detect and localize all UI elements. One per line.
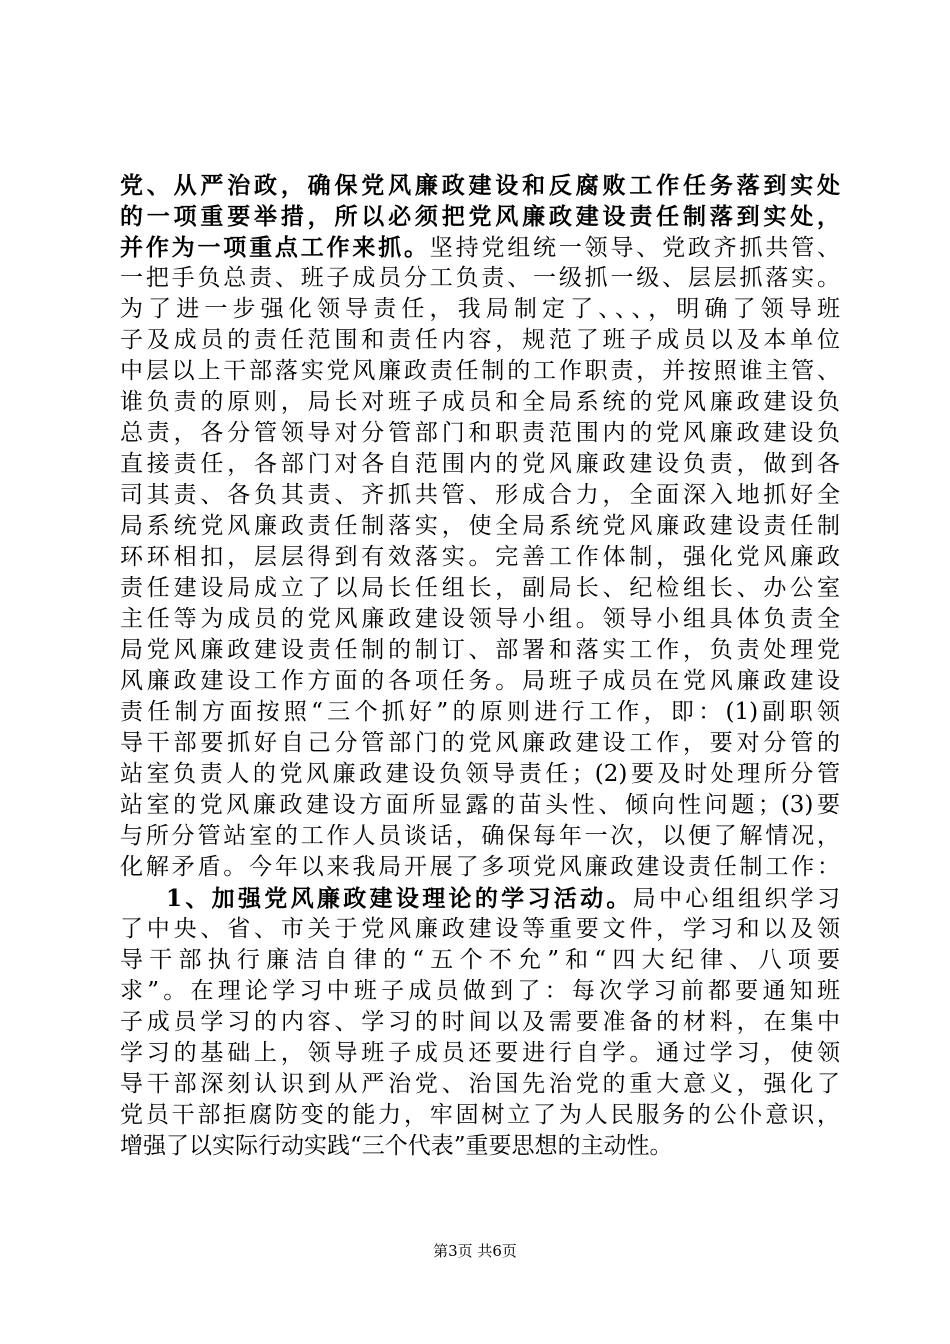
- paragraph-line: 责任制方面按照“三个抓好”的原则进行工作，即：(1)副职领: [120, 699, 840, 725]
- paragraph-line: 风廉政建设工作方面的各项任务。局班子成员在党风廉政建设: [120, 668, 840, 694]
- page-number-footer: 第3页 共6页: [433, 1242, 517, 1260]
- paragraph-line: 导干部要抓好自己分管部门的党风廉政建设工作，要对分管的: [120, 730, 840, 756]
- paragraph-line: 站室负责人的党风廉政建设负领导责任；(2)要及时处理所分管: [120, 761, 840, 787]
- paragraph-line: 一把手负总责、班子成员分工负责、一级抓一级、层层抓落实。: [120, 265, 840, 291]
- paragraph-line: 局系统党风廉政责任制落实，使全局系统党风廉政建设责任制: [120, 513, 840, 539]
- paragraph-line: 了中央、省、市关于党风廉政建设等重要文件，学习和以及领: [120, 916, 840, 942]
- section-heading: 1、加强党风廉政建设理论的学习活动。: [166, 885, 633, 912]
- regular-text: 坚持党组统一领导、党政齐抓共管、: [429, 235, 840, 261]
- paragraph-line: 增强了以实际行动实践“三个代表”重要思想的主动性。: [120, 1133, 673, 1159]
- paragraph-line: 子及成员的责任范围和责任内容，规范了班子成员以及本单位: [120, 327, 840, 353]
- paragraph-line: 主任等为成员的党风廉政建设领导小组。领导小组具体负责全: [120, 606, 840, 632]
- regular-text: 局中心组组织学习: [632, 886, 840, 912]
- paragraph-line: 党员干部拒腐防变的能力，牢固树立了为人民服务的公仆意识，: [120, 1102, 840, 1128]
- section-heading-line: [120, 883, 840, 914]
- paragraph-line: 司其责、各负其责、齐抓共管、形成合力，全面深入地抓好全: [120, 482, 840, 508]
- paragraph-line: 为了进一步强化领导责任，我局制定了、、、，明确了领导班: [120, 296, 840, 322]
- paragraph-line: 环环相扣，层层得到有效落实。完善工作体制，强化党风廉政: [120, 544, 840, 570]
- paragraph-line: 总责，各分管领导对分管部门和职责范围内的党风廉政建设负: [120, 420, 840, 446]
- paragraph-line: 导干部执行廉洁自律的“五个不允”和“四大纪律、八项要: [120, 947, 840, 973]
- paragraph-line: 子成员学习的内容、学习的时间以及需要准备的材料，在集中: [120, 1009, 840, 1035]
- paragraph-line: 化解矛盾。今年以来我局开展了多项党风廉政建设责任制工作：: [120, 854, 840, 880]
- paragraph-line: 谁负责的原则，局长对班子成员和全局系统的党风廉政建设负: [120, 389, 840, 415]
- paragraph-line: 责任建设局成立了以局长任组长，副局长、纪检组长、办公室: [120, 575, 840, 601]
- paragraph-line: 局党风廉政建设责任制的制订、部署和落实工作，负责处理党: [120, 637, 840, 663]
- paragraph-line: 导干部深刻认识到从严治党、治国先治党的重大意义，强化了: [120, 1071, 840, 1097]
- paragraph-line: 党、从严治政，确保党风廉政建设和反腐败工作任务落到实处: [120, 172, 840, 199]
- paragraph-line: 站室的党风廉政建设方面所显露的苗头性、倾向性问题；(3)要: [120, 792, 840, 818]
- paragraph-line: 的一项重要举措，所以必须把党风廉政建设责任制落到实处，: [120, 203, 840, 230]
- paragraph-line: 与所分管站室的工作人员谈话，确保每年一次，以便了解情况，: [120, 823, 840, 849]
- paragraph-line: 学习的基础上，领导班子成员还要进行自学。通过学习，使领: [120, 1040, 840, 1066]
- document-body: [120, 170, 840, 1162]
- paragraph-line: 直接责任，各部门对各自范围内的党风廉政建设负责，做到各: [120, 451, 840, 477]
- paragraph-line: 中层以上干部落实党风廉政责任制的工作职责，并按照谁主管、: [120, 358, 840, 384]
- paragraph-line: [120, 232, 840, 263]
- bold-text: 并作为一项重点工作来抓。: [120, 234, 430, 261]
- paragraph-line: 求”。在理论学习中班子成员做到了：每次学习前都要通知班: [120, 978, 840, 1004]
